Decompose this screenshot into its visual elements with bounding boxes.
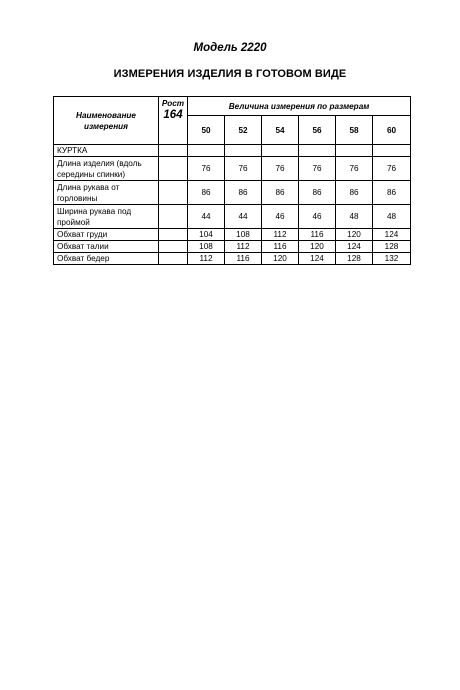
value-cell: 44 [188, 205, 225, 229]
value-cell: 132 [373, 253, 411, 265]
value-cell: 86 [262, 181, 299, 205]
value-cell: 46 [299, 205, 336, 229]
size-cell: 58 [336, 116, 373, 145]
empty-cell [159, 205, 188, 229]
height-label: Рост [161, 99, 185, 108]
empty-cell [373, 145, 411, 157]
empty-cell [159, 145, 188, 157]
value-cell: 124 [336, 241, 373, 253]
value-cell: 112 [225, 241, 262, 253]
measurement-name: Обхват талии [54, 241, 159, 253]
value-cell: 112 [188, 253, 225, 265]
empty-cell [159, 157, 188, 181]
value-cell: 116 [225, 253, 262, 265]
table-row [54, 181, 411, 205]
value-cell: 108 [188, 241, 225, 253]
empty-cell [159, 253, 188, 265]
empty-cell [336, 145, 373, 157]
measurement-name: Длина изделия (вдоль середины спинки) [54, 157, 159, 181]
empty-cell [159, 229, 188, 241]
sizes-header: Величина измерения по размерам [188, 97, 411, 116]
value-cell: 128 [373, 241, 411, 253]
section-row [54, 145, 411, 157]
empty-cell [299, 145, 336, 157]
value-cell: 44 [225, 205, 262, 229]
document-title: ИЗМЕРЕНИЯ ИЗДЕЛИЯ В ГОТОВОМ ВИДЕ [113, 68, 347, 80]
measurement-name: Обхват груди [54, 229, 159, 241]
value-cell: 76 [262, 157, 299, 181]
table-row [54, 157, 411, 181]
empty-cell [188, 145, 225, 157]
size-cell: 60 [373, 116, 411, 145]
value-cell: 86 [188, 181, 225, 205]
empty-cell [225, 145, 262, 157]
value-cell: 48 [336, 205, 373, 229]
size-cell: 52 [225, 116, 262, 145]
measurement-name: Длина рукава от горловины [54, 181, 159, 205]
section-label: КУРТКА [54, 145, 159, 157]
table-row [54, 241, 411, 253]
value-cell: 120 [262, 253, 299, 265]
value-cell: 108 [225, 229, 262, 241]
value-cell: 116 [299, 229, 336, 241]
value-cell: 86 [336, 181, 373, 205]
empty-cell [159, 241, 188, 253]
value-cell: 128 [336, 253, 373, 265]
size-cell: 50 [188, 116, 225, 145]
value-cell: 48 [373, 205, 411, 229]
value-cell: 76 [299, 157, 336, 181]
size-cell: 56 [299, 116, 336, 145]
value-cell: 124 [373, 229, 411, 241]
value-cell: 104 [188, 229, 225, 241]
value-cell: 116 [262, 241, 299, 253]
table-row [54, 253, 411, 265]
value-cell: 46 [262, 205, 299, 229]
height-value: 164 [163, 109, 183, 121]
value-cell: 86 [225, 181, 262, 205]
empty-cell [159, 181, 188, 205]
height-header [159, 97, 188, 145]
header-row [54, 97, 411, 116]
value-cell: 76 [336, 157, 373, 181]
value-cell: 120 [299, 241, 336, 253]
value-cell: 120 [336, 229, 373, 241]
value-cell: 76 [225, 157, 262, 181]
value-cell: 76 [373, 157, 411, 181]
value-cell: 76 [188, 157, 225, 181]
measurements-table [53, 96, 411, 265]
size-cell: 54 [262, 116, 299, 145]
measurement-name: Обхват бедер [54, 253, 159, 265]
measurement-name: Ширина рукава под проймой [54, 205, 159, 229]
empty-cell [262, 145, 299, 157]
value-cell: 112 [262, 229, 299, 241]
table-row [54, 205, 411, 229]
value-cell: 86 [299, 181, 336, 205]
value-cell: 86 [373, 181, 411, 205]
model-title: Модель 2220 [193, 42, 267, 54]
value-cell: 124 [299, 253, 336, 265]
measurement-name-header: Наименование измерения [54, 97, 159, 145]
table-row [54, 229, 411, 241]
